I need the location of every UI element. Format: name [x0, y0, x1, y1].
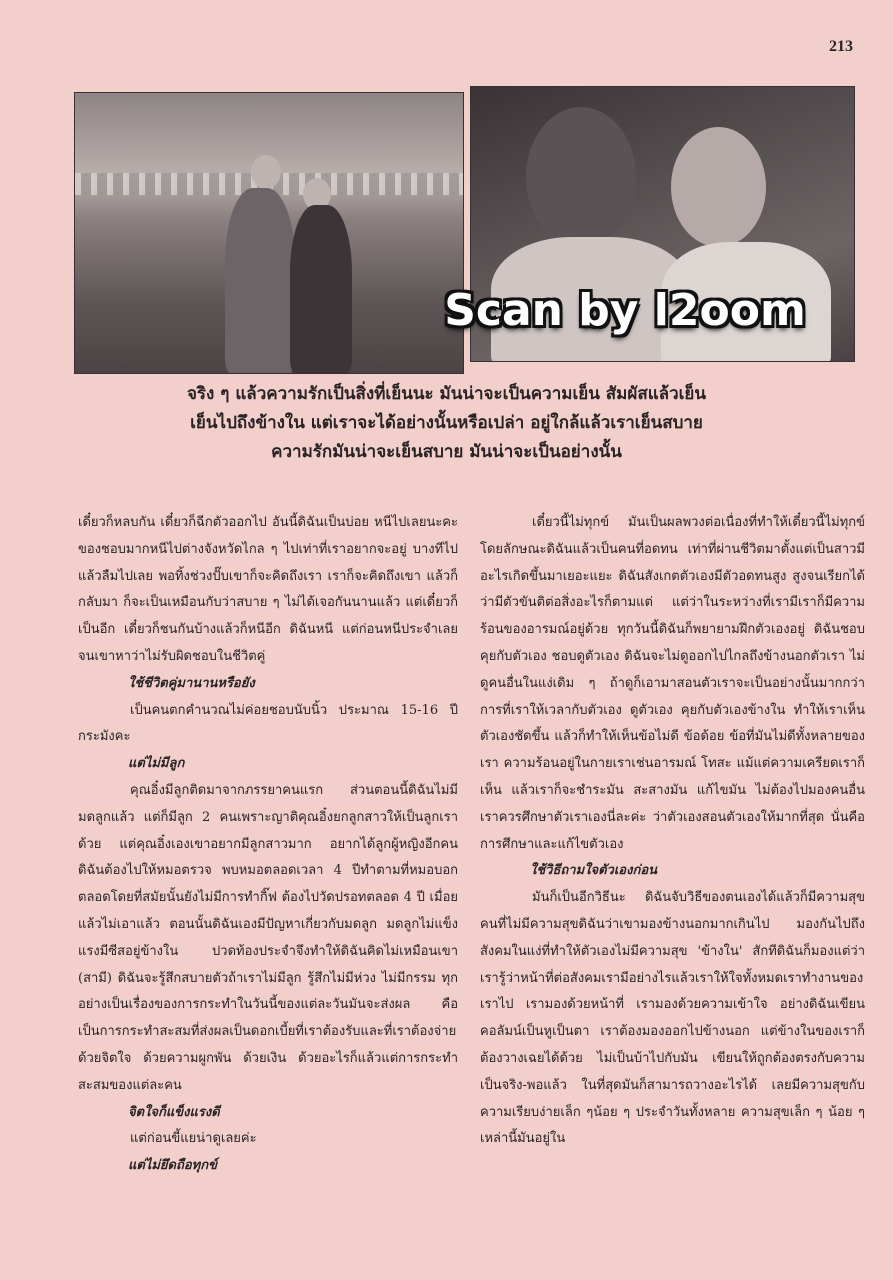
- scan-watermark: Scan by l2oom: [444, 285, 806, 336]
- interview-question: แต่ไม่ยึดถือทุกข์: [128, 1158, 217, 1174]
- interview-question: ใช้ชีวิตคู่มานานหรือยัง: [128, 675, 255, 691]
- body-paragraph: เดี๋ยวนี้ไม่ทุกข์ มันเป็นผลพวงต่อเนื่องที่ทำให้เดี๋ยวนี้ไม่ทุกข์ โดยลักษณะดิฉันแล้วเป็นคนที่อดทน เท่าที่ผ่านชีวิตมาตั้งแต่เป็นสาวมีอะไรเกิดขึ้นมาเยอะแยะ ดิฉันสังเกตตัวเองมีตัวอดทนสูง สูงจนเรียกได้ว่ามีตัวขันติต่อสิ่งอะไรก็ตามแต่ แต่ว่าในระหว่างที่เรามีเราก็มีความร้อนของอารมณ์อยู่ด้วย ทุกวันนี้ดิฉันก็พยายามฝึกตัวเองอยู่ ดิฉันชอบคุยกับตัวเอง ชอบดูตัวเอง ดิฉันจะไม่ดูออกไปไกลถึงข้างนอกตัวเรา ไม่ดูคนอื่นในแง่เดิม ๆ ถ้าดูก็เอามาสอนตัวเราจะเป็นอย่างนั้นมากกว่า การที่เราให้เวลากับตัวเอง ดูตัวเอง คุยกับตัวเองข้างใน ทำให้เราเห็นตัวเองชัดขึ้น แล้วก็ทำให้เห็นข้อไม่ดี ข้อด้อย ข้อที่มันไม่ดีทั้งหลายของเรา ความร้อนอยู่ในกายเราเช่นอารมณ์ โทสะ แม้แต่ความเครียดเราก็เห็น แล้วเราก็จะชำระมัน สะสางมัน แก้ไขมัน ไม่ต้องไปมองคนอื่น เราควรศึกษาตัวเราเองนี่ละค่ะ ว่าตัวเองสอนตัวเองให้มากที่สุด นั่นคือการศึกษาและแก้ไขตัวเอง: [480, 515, 865, 852]
- body-paragraph: คุณอิ๋งมีลูกติดมาจากภรรยาคนแรก ส่วนตอนนี้ดิฉันไม่มีมดลูกแล้ว แต่ก็มีลูก 2 คนเพราะญาติคุณอิ๋งยกลูกสาวให้เป็นลูกเราด้วย แต่คุณอิ๋งเองเขาอยากมีลูกสาวมาก อยากได้ลูกผู้หญิงอีกคน ดิฉันต้องไปให้หมอตรวจ พบหมอตลอดเวลา 4 ปีทำตามที่หมอบอกตลอดโดยที่สมัยนั้นยังไม่มีการทำกิ๊ฟ ต้องไปวัดปรอทตลอด 4 ปี เมื่อยแล้วไม่เอาแล้ว ตอนนั้นดิฉันเองมีปัญหาเกี่ยวกับมดลูก มดลูกไม่แข็งแรงมีซีสอยู่ข้างใน ปวดท้องประจำจึงทำให้ดิฉันคิดไม่เหมือนเขา (สามี) ดิฉันจะรู้สึกสบายตัวถ้าเราไม่มีลูก รู้สึกไม่มีห่วง ไม่มีกรรม ทุกอย่างเป็นเรื่องของการกระทำในวันนี้ของแต่ละวันมันจะส่งผล คือเป็นการกระทำสะสมที่ส่งผลเป็นดอกเบี้ยที่เราต้องรับและที่เราต้องจ่าย ด้วยจิตใจ ด้วยความผูกพัน ด้วยเงิน ด้วยอะไรก็แล้วแต่การกระทำสะสมของแต่ละคน: [78, 782, 458, 1093]
- caption-line: ความรักมันน่าจะเย็นสบาย มันน่าจะเป็นอย่างนั้น: [271, 442, 622, 462]
- left-text-column: [78, 510, 458, 1180]
- interview-question: แต่ไม่มีลูก: [128, 756, 185, 772]
- caption-line: เย็นไปถึงข้างใน แต่เราจะได้อย่างนั้นหรือเปล่า อยู่ใกล้แล้วเราเย็นสบาย: [190, 413, 703, 433]
- interview-question: จิตใจก็แข็งแรงดี: [128, 1104, 220, 1120]
- body-paragraph: เดี๋ยวก็หลบกัน เดี๋ยวก็ฉีกตัวออกไป อันนี้ดิฉันเป็นบ่อย หนีไปเลยนะคะ ของชอบมากหนีไปต่างจังหวัดไกล ๆ ไปเท่าที่เราอยากจะอยู่ บางทีไปแล้วลืมไปเลย พอทิ้งช่วงปั๊บเขาก็จะคิดถึงเรา เราก็จะคิดถึงเขา แล้วก็กลับมา ก็จะเป็นเหมือนกับว่าสบาย ๆ ไม่ได้เจอกันนานแล้ว แต่เดี๋ยวก็เป็นอีก เดี๋ยวก็ชนกันบ้างแล้วก็หนีอีก ดิฉันหนี แต่ก่อนหนีประจำเลยจนเขาหาว่าไม่รับผิดชอบในชีวิตคู่: [78, 515, 458, 664]
- page-number: 213: [829, 38, 853, 55]
- interview-question: ใช้วิธีถามใจตัวเองก่อน: [530, 863, 658, 879]
- caption-line: จริง ๆ แล้วความรักเป็นสิ่งที่เย็นนะ มันน่าจะเป็นความเย็น สัมผัสแล้วเย็น: [186, 384, 707, 404]
- body-paragraph: มันก็เป็นอีกวิธีนะ ดิฉันจับวิธีของตนเองได้แล้วก็มีความสุข คนที่ไม่มีความสุขดิฉันว่าเขามองข้างนอกมากเกินไป มองกันไปถึงสังคมในแง่ที่ทำให้ตัวเองไม่มีความสุข 'ข้างใน' สักทีดิฉันก็มองแต่ว่าเรารู้ว่าหน้าที่ต่อสังคมเรามีอย่างไรแล้วเราให้ใจทั้งหมดเราทำงานของเราไป เรามองด้วยหน้าที่ เรามองด้วยความเข้าใจ อย่างดิฉันเขียนคอลัมน์เป็นหูเป็นตา เราต้องมองออกไปข้างนอก แต่ข้างในของเราก็ต้องวางเฉยได้ด้วย ไม่เป็นบ้าไปกับมัน เขียนให้ถูกต้องตรงกับความเป็นจริง-พอแล้ว ในที่สุดมันก็สามารถวางอะไรได้ เลยมีความสุขกับความเรียบง่ายเล็ก ๆน้อย ๆ ประจำวันทั้งหลาย ความสุขเล็ก ๆ น้อย ๆ เหล่านี้มันอยู่ใน: [480, 890, 865, 1147]
- body-paragraph: แต่ก่อนขี้แยน่าดูเลยค่ะ: [130, 1131, 257, 1147]
- pull-quote-caption: [60, 380, 833, 467]
- couple-by-railing-photo: [74, 92, 464, 374]
- right-text-column: [480, 510, 865, 1153]
- body-paragraph: เป็นคนตกคำนวณไม่ค่อยชอบนับนิ้ว ประมาณ 15-16 ปีกระมังคะ: [78, 702, 458, 745]
